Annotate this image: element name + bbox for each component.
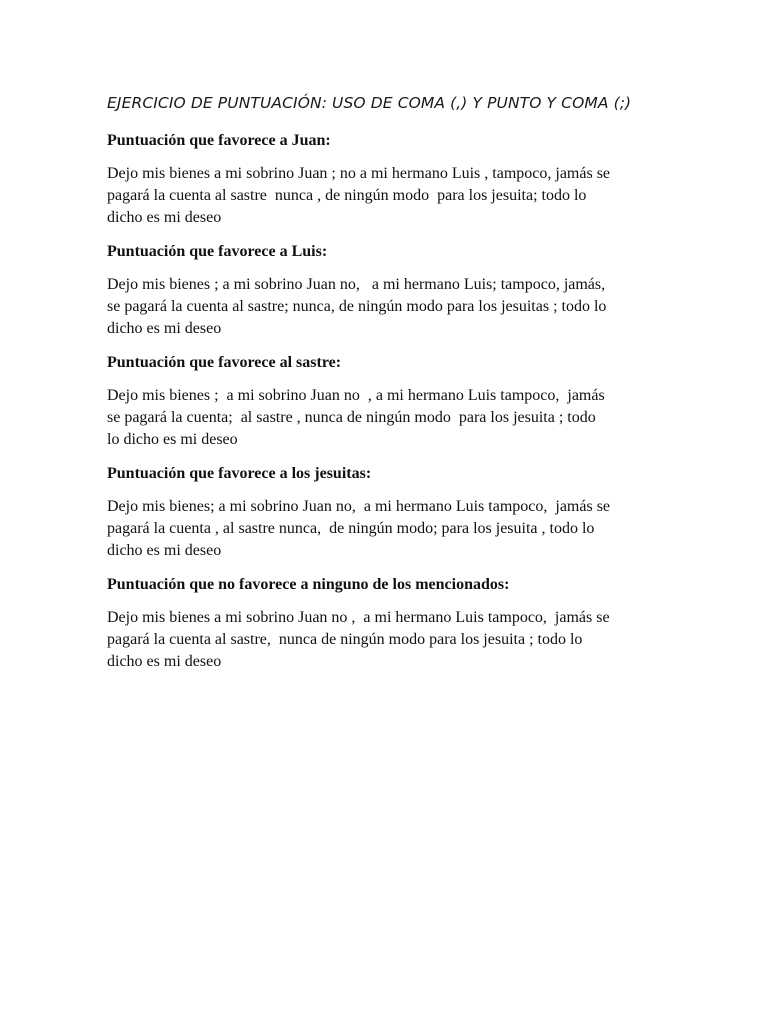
document-body — [107, 130, 707, 685]
paragraph-line: Dejo mis bienes ; a mi sobrino Juan no , a mi hermano Luis tampoco, jamás — [107, 387, 605, 404]
section-juan — [107, 130, 707, 229]
paragraph-line: Dejo mis bienes a mi sobrino Juan no , a mi hermano Luis tampoco, jamás se — [107, 609, 610, 626]
section-heading: Puntuación que favorece a Juan: — [107, 132, 331, 149]
paragraph-line: dicho es mi deseo — [107, 320, 222, 337]
section-paragraph — [107, 385, 707, 451]
paragraph-line: pagará la cuenta , al sastre nunca, de ningún modo; para los jesuita , todo lo — [107, 520, 595, 537]
paragraph-line: se pagará la cuenta; al sastre , nunca de ningún modo para los jesuita ; todo — [107, 409, 596, 426]
paragraph-line: dicho es mi deseo — [107, 209, 222, 226]
paragraph-line: pagará la cuenta al sastre nunca , de ningún modo para los jesuita; todo lo — [107, 187, 587, 204]
paragraph-line: pagará la cuenta al sastre, nunca de ningún modo para los jesuita ; todo lo — [107, 631, 583, 648]
document-title: EJERCICIO DE PUNTUACIÓN: USO DE COMA (,) Y PUNTO Y COMA (;) — [107, 94, 632, 112]
section-heading: Puntuación que no favorece a ninguno de los mencionados: — [107, 576, 510, 593]
paragraph-line: dicho es mi deseo — [107, 653, 222, 670]
section-paragraph — [107, 274, 707, 340]
paragraph-line: Dejo mis bienes ; a mi sobrino Juan no, a mi hermano Luis; tampoco, jamás, — [107, 276, 606, 293]
section-paragraph — [107, 607, 707, 673]
section-heading: Puntuación que favorece a Luis: — [107, 243, 328, 260]
paragraph-line: Dejo mis bienes; a mi sobrino Juan no, a mi hermano Luis tampoco, jamás se — [107, 498, 611, 515]
paragraph-line: Dejo mis bienes a mi sobrino Juan ; no a mi hermano Luis , tampoco, jamás se — [107, 165, 611, 182]
paragraph-line: se pagará la cuenta al sastre; nunca, de ningún modo para los jesuitas ; todo lo — [107, 298, 607, 315]
paragraph-line: dicho es mi deseo — [107, 542, 222, 559]
section-paragraph — [107, 496, 707, 562]
section-heading: Puntuación que favorece al sastre: — [107, 354, 342, 371]
section-heading: Puntuación que favorece a los jesuitas: — [107, 465, 372, 482]
section-jesuitas — [107, 463, 707, 562]
section-luis — [107, 241, 707, 340]
section-ninguno — [107, 574, 707, 673]
section-sastre — [107, 352, 707, 451]
paragraph-line: lo dicho es mi deseo — [107, 431, 238, 448]
section-paragraph — [107, 163, 707, 229]
